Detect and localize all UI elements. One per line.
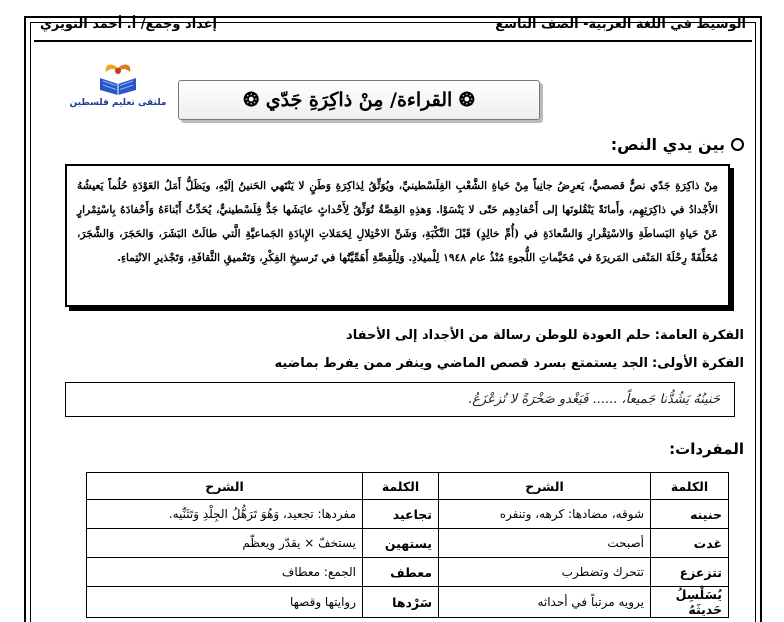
poem-text: حَنينُهُ يَشُدُّنا جَميعاً، ...... فَيَغْدو صَخْرَةً لا تُزعْزَعُ. (468, 392, 720, 407)
section-heading (611, 132, 744, 156)
first-idea-label: الفكرة الأولى: (652, 355, 744, 371)
vocab-explanation: يرويه مرتباً في أحداثه (439, 587, 651, 618)
column-header: الكلمة (651, 473, 729, 500)
vocab-explanation: مفردها: تجعيد، وَهُوَ تَرَهُّلُ الجِلْدِ وَتَثَنِّيه. (87, 500, 363, 529)
table-row (87, 500, 729, 529)
poem-excerpt (65, 382, 735, 417)
vocab-explanation: أصبحت (439, 529, 651, 558)
vocab-word: معطف (363, 558, 439, 587)
first-idea-text: الجد يستمتع بسرد قصص الماضي وينفر ممن يفرط بماضيه (274, 355, 648, 371)
table-header-row (87, 473, 729, 500)
circle-bullet-icon (731, 138, 744, 151)
table-row (87, 587, 729, 618)
first-idea (274, 352, 744, 374)
column-header: الشرح (87, 473, 363, 500)
vocab-explanation: يستخفّ × يقدّر ويعظّم (87, 529, 363, 558)
vocab-explanation: الجمع: معطاف (87, 558, 363, 587)
vocab-word: غدت (651, 529, 729, 558)
page-header (40, 14, 746, 34)
table-row (87, 529, 729, 558)
vocab-word: حنينه (651, 500, 729, 529)
vocab-explanation: روايتها وقصها (87, 587, 363, 618)
logo-book-icon (96, 62, 140, 96)
table-row (87, 558, 729, 587)
vocab-word: تتزعزع (651, 558, 729, 587)
vocab-explanation: شوقه، مضادها: كرهه، وتنفره (439, 500, 651, 529)
vocab-word: يستهين (363, 529, 439, 558)
column-header: الكلمة (363, 473, 439, 500)
intro-text-box: مِنْ ذاكِرَةِ جَدّي نصٌّ قصصيٌّ، يَعرِضُ جانِباً مِنْ حَياةِ الشَّعْبِ الفِلَسْطينيِّ، ويُوَثِّقُ لِذاكِرَةِ وَطَنٍ لا يَنْتَهي الحَنينُ إلَيْهِ، ويَظَلُّ أَمَلُ العَوْدَةِ حُلُماً يَعيشُهُ الأَجْدادُ في ذاكِرَتِهِم، وأَمانَةً يَنْقُلونَها إلى أَحْفادِهِم حَتّى لا يَنْسَوْا. وَهذِهِ القِصَّةُ تُوَثِّقُ لِأَحْداثٍ عايَشَها جَدٌّ فِلَسْطينيٌّ، يُحَدِّثُ أَبْناءَهُ وَأَحْفادَهُ بِاسْتِمْرارٍ عَنْ حَياةِ البَساطَةِ وَالاسْتِقْرارِ وَالسَّعادَةِ في (أُمِّ خالِدٍ) قَبْلَ النَّكْبَةِ، وَشَنِّ الاحْتِلالِ لِحَمَلاتِ الإِبادَةِ الجَماعيَّةِ الَّتي طالَتْ البَشَرَ، وَالحَجَرَ، وَالشَّجَرَ، مُخَلِّفَةً رِحْلَةَ المَنْفى المَريرَةَ في مُخَيَّماتِ اللُّجوءِ مُنْذُ عام ١٩٤٨ لِلْميلادِ. وَلِلْقِصَّةِ أَهَمِّيَّتُها في تَرسيخِ الفِكْرِ، وَتَعْميقِ الثَّقافَةِ، وَتَجْذيرِ الانْتِماءِ. (65, 164, 730, 307)
vocab-word: يُسَلْسِلُ حَديثَهُ (651, 587, 729, 618)
author-credit: إعداد وجمع/ أ. أحمد النويري (40, 16, 217, 32)
book-title: الوسيط في اللغة العربية- الصف التاسع (495, 16, 746, 32)
logo (64, 62, 172, 114)
vocab-explanation: تتحرك وتضطرب (439, 558, 651, 587)
vocab-word: تجاعيد (363, 500, 439, 529)
general-idea-text: حلم العودة للوطن رسالة من الأجداد إلى الأحفاد (346, 327, 651, 343)
section-heading-label: بين يدي النص: (610, 134, 725, 154)
vocabulary-table (86, 472, 729, 618)
column-header: الشرح (439, 473, 651, 500)
vocabulary-title: المفردات: (669, 440, 744, 458)
vocab-word: سَرْدها (363, 587, 439, 618)
lesson-title: ❂ القراءة/ مِنْ ذاكِرَةِ جَدّي ❂ (178, 80, 540, 120)
header-divider (34, 40, 752, 42)
logo-text: ملتقى تعليم فلسطين (69, 98, 167, 108)
general-idea-label: الفكرة العامة: (654, 327, 744, 343)
general-idea (346, 324, 744, 346)
